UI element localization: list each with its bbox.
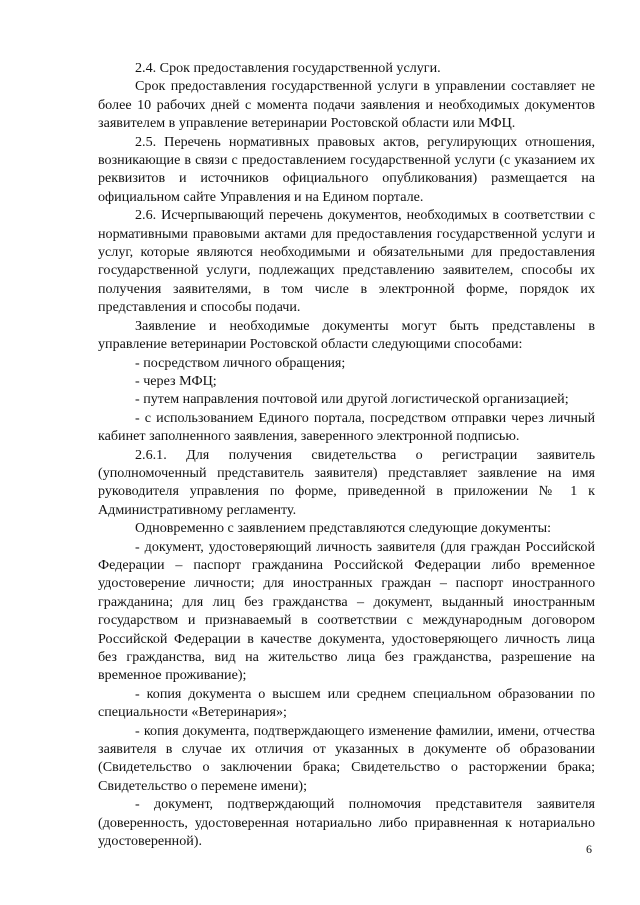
section-2-6-1-application: 2.6.1. Для получения свидетельства о регистрации заявитель (уполномоченный представитель заявителя) представляет заявление на имя руководителя управления по форме, приведенной в приложении № 1 к Административному регламенту.	[98, 446, 595, 518]
section-2-6-documents-list: 2.6. Исчерпывающий перечень документов, необходимых в соответствии с нормативными правовыми актами для предоставления государственной услуги и услуг, которые являются необходимыми и обязательными для предоставления государственной услуги, подлежащих представлению заявителем, способы их получения заявителями, в том числе в электронной форме, порядок их представления и способы подачи.	[98, 207, 595, 316]
section-heading-2-4: 2.4. Срок предоставления государственной услуги.	[135, 60, 441, 76]
document-body	[98, 59, 595, 850]
paragraph-accompanying-documents: Одновременно с заявлением представляются следующие документы:	[135, 520, 552, 537]
list-item-personal-visit: - посредством личного обращения;	[135, 354, 346, 371]
page-number: 6	[586, 842, 592, 856]
list-item-identity-document: - документ, удостоверяющий личность заявителя (для граждан Российской Федерации – паспорт гражданина Российской Федерации либо временное удостоверение личности; для иностранных граждан – паспорт иностранного гражданина; для лиц без гражданства – документ, выданный иностранным государством и признаваемый в соответствии с международным договором Российской Федерации в качестве документа, удостоверяющего личность лица без гражданства, вид на жительство лица без гражданства, разрешение на временное проживание);	[98, 538, 595, 684]
paragraph-submission-methods: Заявление и необходимые документы могут быть представлены в управление ветеринарии Ростовской области следующими способами:	[98, 317, 595, 353]
section-2-5-legal-acts: 2.5. Перечень нормативных правовых актов, регулирующих отношения, возникающие в связи с предоставлением государственной услуги (с указанием их реквизитов и источников официального опубликования) размещается на официальном сайте Управления и на Едином портале.	[98, 133, 595, 205]
list-item-mfc: - через МФЦ;	[135, 372, 217, 389]
list-item-unified-portal: - с использованием Единого портала, посредством отправки через личный кабинет заполненного заявления, заверенного электронной подписью.	[98, 409, 595, 445]
list-item-postal: - путем направления почтовой или другой логистической организацией;	[135, 391, 569, 408]
list-item-power-of-attorney: - документ, подтверждающий полномочия представителя заявителя (доверенность, удостоверенная нотариально либо приравненная к нотариально удостоверенной).	[98, 796, 595, 850]
list-item-education-copy: - копия документа о высшем или среднем специальном образовании по специальности «Ветеринария»;	[98, 685, 595, 721]
list-item-name-change-copy: - копия документа, подтверждающего изменение фамилии, имени, отчества заявителя в случае их отличия от указанных в документе об образовании (Свидетельство о заключении брака; Свидетельство о расторжении брака; Свидетельство о перемене имени);	[98, 722, 595, 794]
paragraph-service-term: Срок предоставления государственной услуги в управлении составляет не более 10 рабочих дней с момента подачи заявления и необходимых документов заявителем в управление ветеринарии Ростовской области или МФЦ.	[98, 78, 595, 132]
